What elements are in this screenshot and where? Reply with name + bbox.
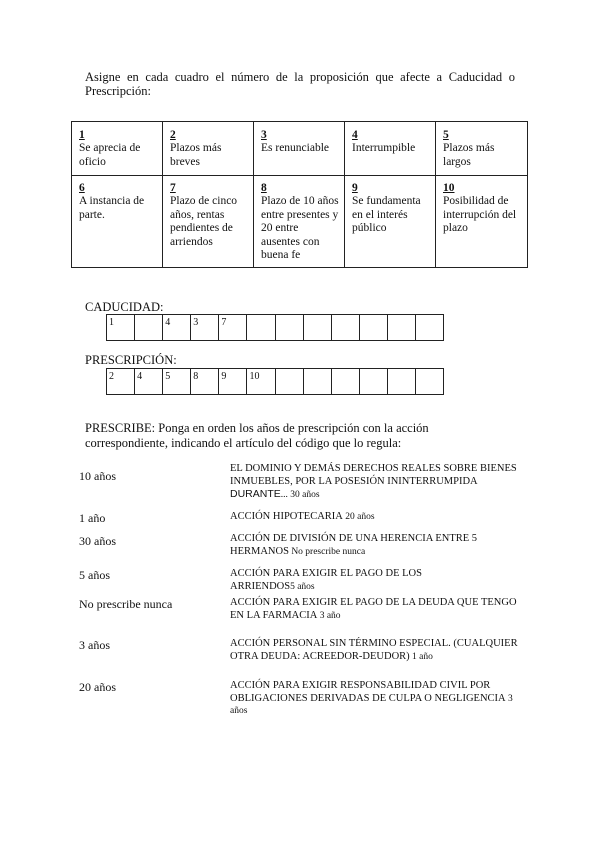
prescribe-action bbox=[230, 533, 520, 558]
proposition-text: Plazo de 10 años entre presentes y 20 entre ausentes con buena fe bbox=[261, 195, 339, 261]
prescribe-action bbox=[230, 597, 520, 622]
action-text: ACCIÓN DE DIVISIÓN DE UNA HERENCIA ENTRE 5 HERMANOS bbox=[230, 533, 478, 557]
instructions-text: Asigne en cada cuadro el número de la proposición que afecte a Caducidad o Prescripción: bbox=[85, 70, 515, 98]
prescripcion-box[interactable]: 10 bbox=[247, 369, 275, 394]
action-answer: ... 30 años bbox=[280, 490, 320, 500]
proposition-number: 4 bbox=[352, 129, 358, 141]
prescribe-action bbox=[230, 463, 520, 502]
proposition-text: Plazos más largos bbox=[443, 142, 495, 168]
prescribe-action bbox=[230, 680, 520, 718]
caducidad-boxes bbox=[106, 314, 444, 341]
proposition-cell bbox=[254, 122, 345, 176]
action-text: ACCIÓN PARA EXIGIR EL PAGO DE LA DEUDA QUE TENGO EN LA FARMACIA bbox=[230, 597, 517, 621]
prescribe-action bbox=[230, 638, 520, 663]
prescribe-years: 5 años bbox=[79, 568, 110, 582]
prescripcion-label: PRESCRIPCIÓN: bbox=[85, 353, 177, 367]
proposition-text: Es renunciable bbox=[261, 142, 330, 154]
proposition-text: Se aprecia de oficio bbox=[79, 142, 141, 168]
prescribe-years: 30 años bbox=[79, 534, 116, 548]
proposition-cell bbox=[72, 122, 163, 176]
prescripcion-boxes bbox=[106, 368, 444, 395]
proposition-number: 8 bbox=[261, 182, 267, 194]
caducidad-box[interactable] bbox=[247, 315, 275, 340]
proposition-number: 6 bbox=[79, 182, 85, 194]
caducidad-box[interactable] bbox=[360, 315, 388, 340]
proposition-cell bbox=[436, 122, 528, 176]
proposition-text: Plazos más breves bbox=[170, 142, 222, 168]
prescripcion-box[interactable]: 2 bbox=[107, 369, 135, 394]
prescripcion-box[interactable]: 9 bbox=[219, 369, 247, 394]
prescripcion-box[interactable]: 4 bbox=[135, 369, 163, 394]
proposition-number: 9 bbox=[352, 182, 358, 194]
caducidad-box[interactable] bbox=[135, 315, 163, 340]
action-answer: 3 años bbox=[230, 693, 513, 716]
proposition-number: 3 bbox=[261, 129, 267, 141]
caducidad-box[interactable] bbox=[332, 315, 360, 340]
action-answer: 3 año bbox=[317, 610, 341, 621]
action-emphasis: DURANTE bbox=[230, 488, 281, 500]
action-text: ACCIÓN PARA EXIGIR EL PAGO DE LOS ARRIENDOS bbox=[230, 568, 422, 592]
action-answer: 1 año bbox=[409, 651, 433, 662]
action-answer: 5 años bbox=[290, 581, 315, 592]
proposition-cell bbox=[436, 176, 528, 268]
caducidad-box[interactable]: 4 bbox=[163, 315, 191, 340]
proposition-number: 7 bbox=[170, 182, 176, 194]
prescripcion-box[interactable] bbox=[332, 369, 360, 394]
action-answer: 20 años bbox=[342, 512, 375, 522]
proposition-text: Plazo de cinco años, rentas pendientes de arriendos bbox=[170, 195, 238, 248]
prescripcion-box[interactable]: 5 bbox=[163, 369, 191, 394]
proposition-text: Se fundamenta en el interés público bbox=[352, 195, 421, 234]
prescribe-years: 3 años bbox=[79, 638, 110, 652]
propositions-table bbox=[71, 121, 528, 268]
proposition-text: A instancia de parte. bbox=[79, 195, 145, 221]
action-answer: No prescribe nunca bbox=[288, 546, 366, 557]
prescripcion-box[interactable] bbox=[416, 369, 444, 394]
caducidad-box[interactable] bbox=[416, 315, 444, 340]
proposition-cell bbox=[72, 176, 163, 268]
caducidad-box[interactable] bbox=[276, 315, 304, 340]
proposition-text: Interrumpible bbox=[352, 142, 416, 154]
proposition-cell bbox=[163, 176, 254, 268]
prescripcion-box[interactable]: 8 bbox=[191, 369, 219, 394]
caducidad-box[interactable] bbox=[304, 315, 332, 340]
prescribe-years: 1 año bbox=[79, 511, 106, 525]
prescribe-years: 20 años bbox=[79, 680, 116, 694]
proposition-number: 10 bbox=[443, 182, 455, 194]
proposition-number: 2 bbox=[170, 129, 176, 141]
action-text: EL DOMINIO Y DEMÁS DERECHOS REALES SOBRE BIENES INMUEBLES, POR LA POSESIÓN ININTERRUMPIDA bbox=[230, 463, 517, 487]
prescribe-years: 10 años bbox=[79, 469, 116, 483]
prescripcion-box[interactable] bbox=[276, 369, 304, 394]
proposition-cell bbox=[345, 176, 436, 268]
action-text: ACCIÓN PARA EXIGIR RESPONSABILIDAD CIVIL POR OBLIGACIONES DERIVADAS DE CULPA O NEGLIGENCIA bbox=[230, 680, 506, 704]
propositions-row bbox=[72, 176, 528, 268]
caducidad-box[interactable]: 7 bbox=[219, 315, 247, 340]
propositions-row bbox=[72, 122, 528, 176]
action-text: ACCIÓN HIPOTECARIA bbox=[230, 511, 343, 522]
action-text: ACCIÓN PERSONAL SIN TÉRMINO ESPECIAL. (CUALQUIER OTRA DEUDA: ACREEDOR-DEUDOR) bbox=[230, 638, 518, 662]
proposition-cell bbox=[163, 122, 254, 176]
proposition-number: 1 bbox=[79, 129, 85, 141]
prescribe-action bbox=[230, 511, 520, 524]
proposition-text: Posibilidad de interrupción del plazo bbox=[443, 195, 517, 234]
prescripcion-box[interactable] bbox=[360, 369, 388, 394]
caducidad-box[interactable] bbox=[388, 315, 416, 340]
caducidad-box[interactable]: 3 bbox=[191, 315, 219, 340]
prescripcion-box[interactable] bbox=[304, 369, 332, 394]
caducidad-label: CADUCIDAD: bbox=[85, 300, 164, 314]
prescripcion-box[interactable] bbox=[388, 369, 416, 394]
prescribe-action bbox=[230, 568, 480, 593]
prescribe-years: No prescribe nunca bbox=[79, 597, 173, 611]
proposition-cell bbox=[345, 122, 436, 176]
proposition-number: 5 bbox=[443, 129, 449, 141]
proposition-cell bbox=[254, 176, 345, 268]
prescribe-instructions: PRESCRIBE: Ponga en orden los años de prescripción con la acción correspondiente, indicando el artículo del código que lo regula: bbox=[85, 421, 429, 450]
caducidad-box[interactable]: 1 bbox=[107, 315, 135, 340]
